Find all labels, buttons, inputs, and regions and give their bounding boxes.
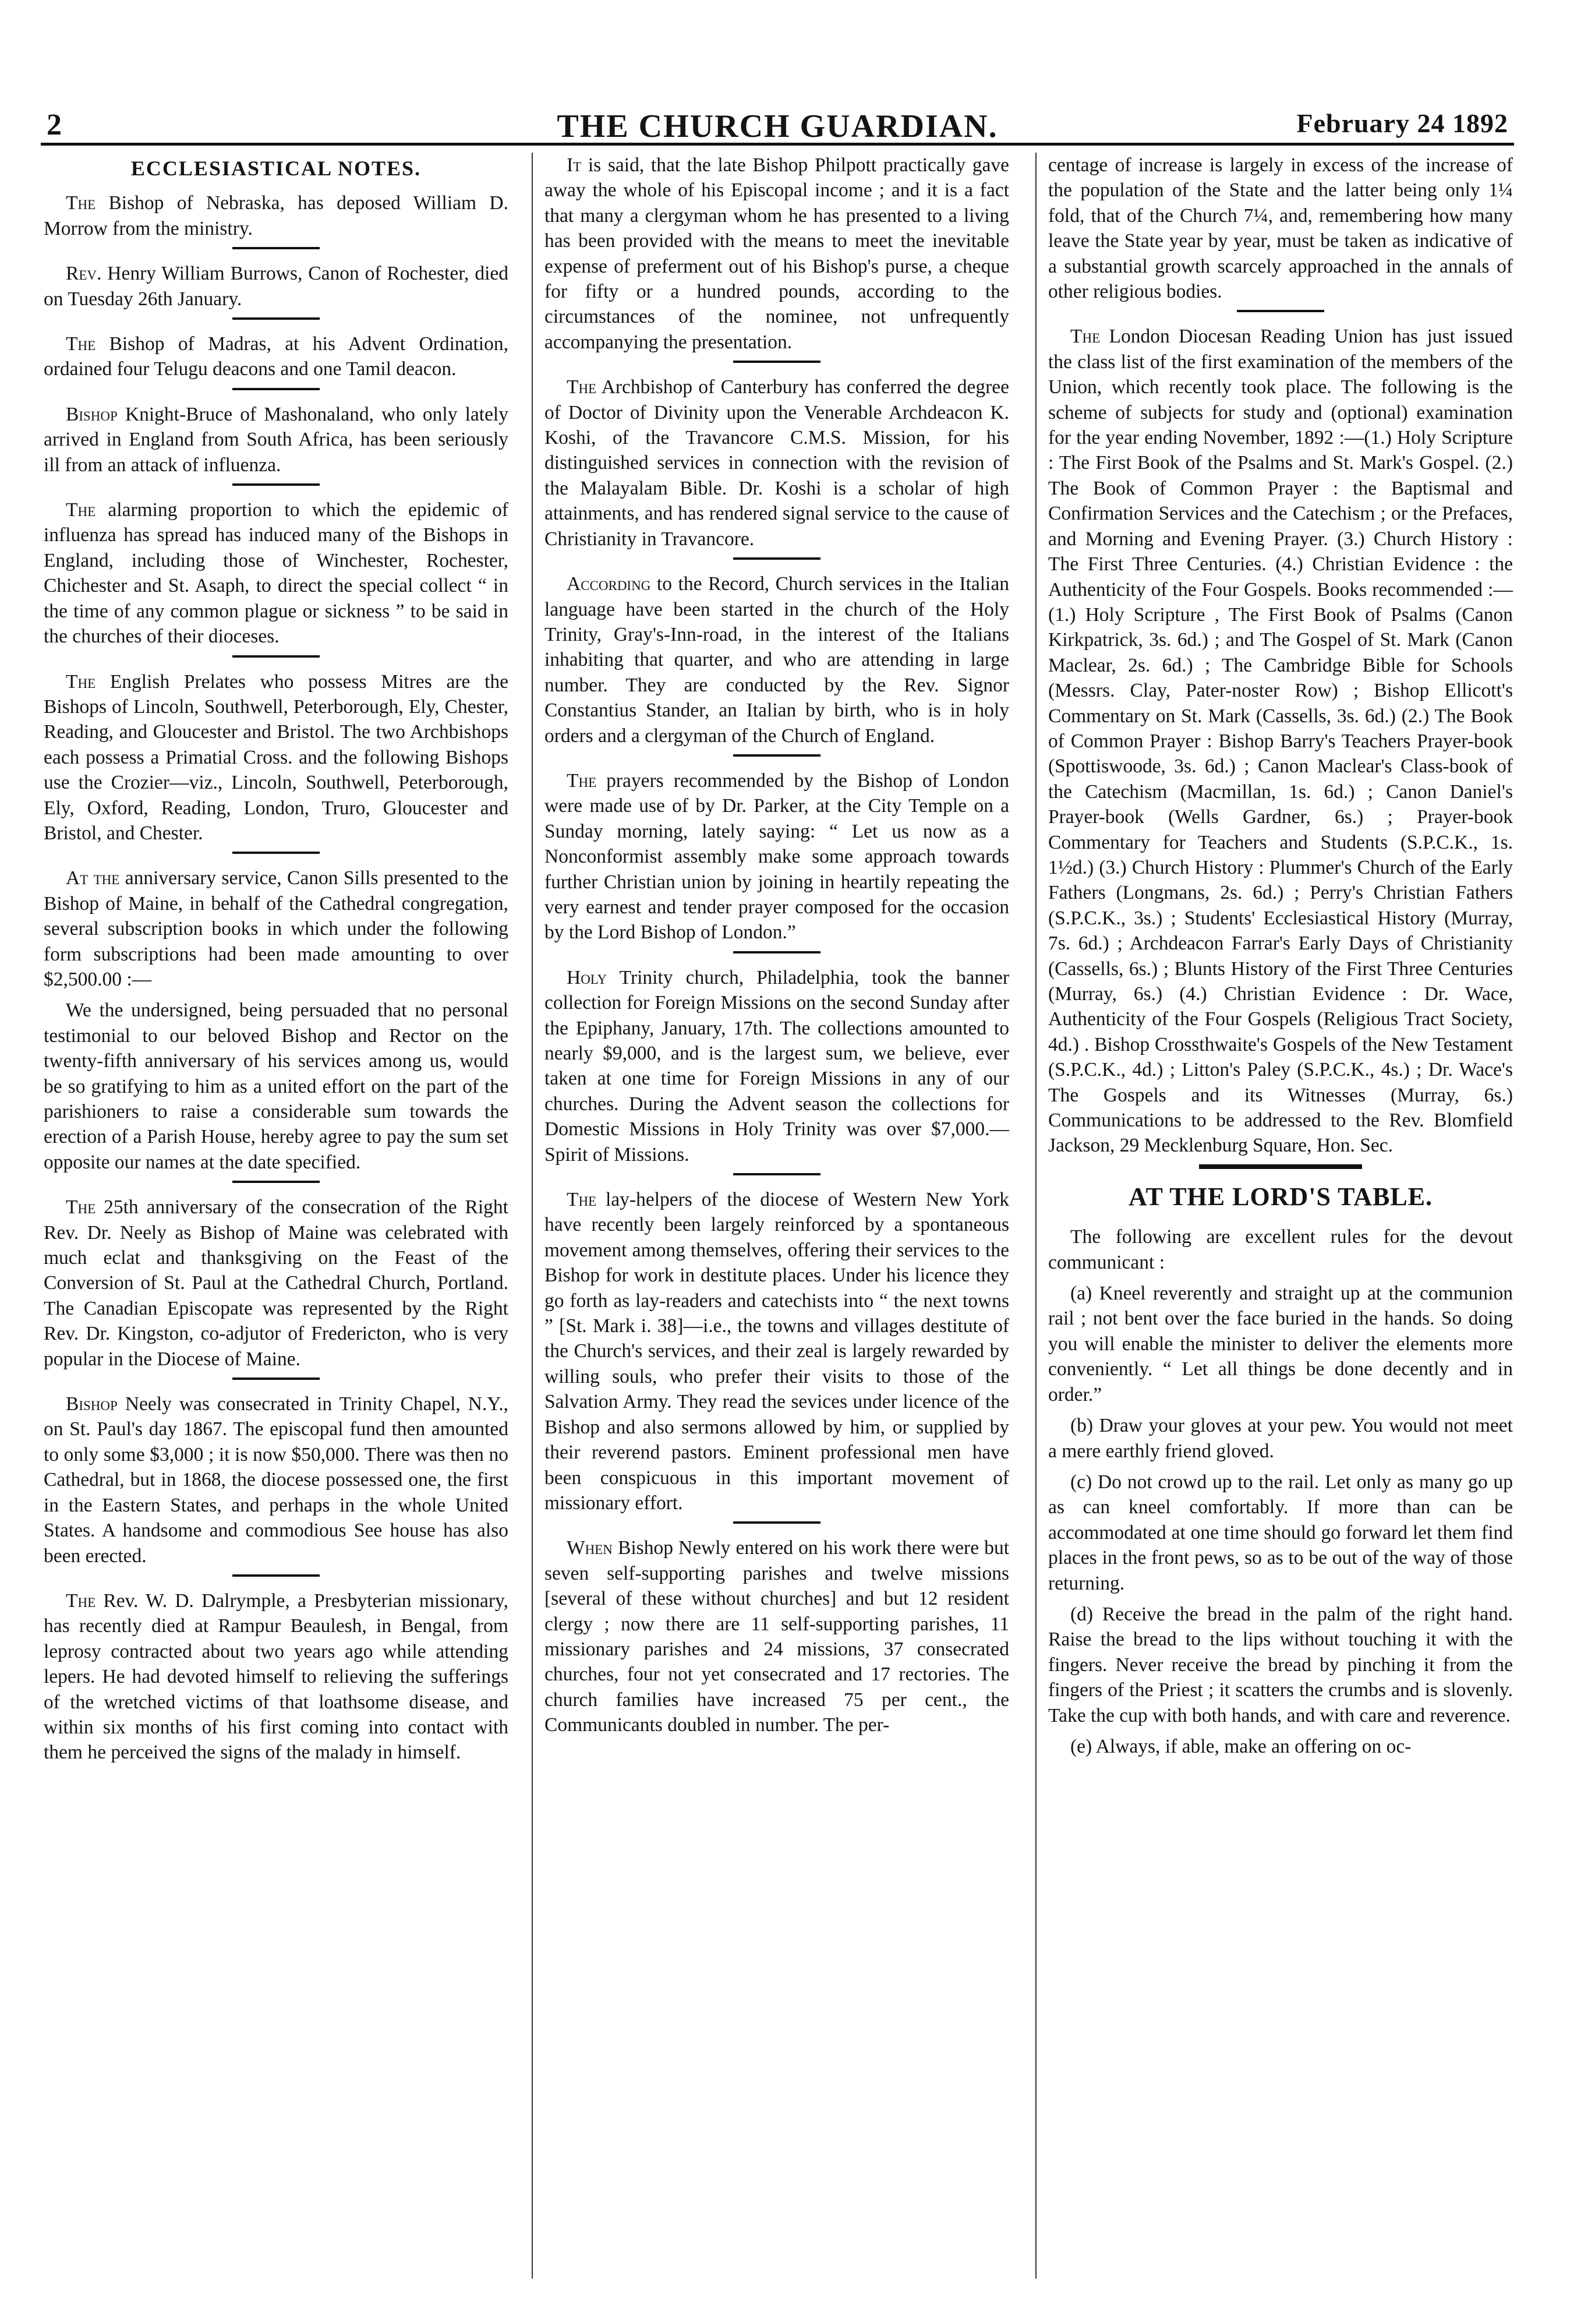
news-paragraph (1048, 1470, 1513, 1596)
item-separator (232, 388, 320, 390)
news-paragraph (44, 190, 508, 241)
paragraph-text: (c) Do not crowd up to the rail. Let only as many go up as can kneel comfortably. If more than can be accommodated at one time should go forward let them find places in the front pews, so as to be out of the way of those returning. (1048, 1471, 1513, 1594)
paragraph-text: is said, that the late Bishop Philpott practically gave away the whole of his Episcopal income ; and it is a fact that many a clergyman whom he has presented to a living has been provided with the means to meet the inevitable expense of preferment out of his Bishop's purse, a cheque for fifty or a hundred pounds, according to the circumstances of the nominee, not unfrequently accompanying the presentation. (544, 154, 1009, 353)
news-paragraph (544, 1535, 1009, 1737)
paragraph-lead: The (567, 376, 597, 398)
paragraph-lead: The (567, 769, 597, 792)
news-paragraph (44, 1588, 508, 1765)
news-paragraph (544, 965, 1009, 1167)
item-separator (232, 1181, 320, 1183)
paragraph-lead: The (66, 499, 96, 521)
paragraph-text: (d) Receive the bread in the palm of the right hand. Raise the bread to the lips without touching it with the fingers. Never receive the bread by pinching it from the fingers of the Priest ; it scatters the crumbs and is slovenly. Take the cup with both hands, and with care and reverence. (1048, 1603, 1513, 1726)
item-separator (733, 557, 820, 560)
paragraph-text: Henry William Burrows, Canon of Rochester, died on Tuesday 26th January. (44, 263, 508, 310)
paragraph-text: Bishop Newly entered on his work there were but seven self-supporting parishes and twelve missions [several of these without churches] and but 12 resident clergy ; now there are 11 self-supporting parishes, 11 missionary parishes and 24 missions, 37 consecrated churches, four not yet consecrated and 17 rectories. The church families have increased 75 per cent., the Communicants doubled in number. The per- (544, 1537, 1009, 1736)
item-separator (232, 1378, 320, 1380)
paragraph-text: (e) Always, if able, make an offering on oc- (1070, 1735, 1412, 1757)
news-paragraph (44, 998, 508, 1175)
masthead (41, 108, 1514, 146)
page-number: 2 (47, 108, 62, 142)
paragraph-lead: According (567, 573, 651, 595)
item-separator (733, 754, 820, 757)
news-paragraph (1048, 153, 1513, 304)
news-paragraph (1048, 324, 1513, 1158)
item-separator (1237, 310, 1324, 312)
paragraph-text: Bishop of Nebraska, has deposed William D. Morrow from the ministry. (44, 192, 508, 239)
news-paragraph (44, 497, 508, 649)
paragraph-text: Bishop of Madras, at his Advent Ordination, ordained four Telugu deacons and one Tamil deacon. (44, 333, 508, 380)
news-paragraph (44, 402, 508, 478)
news-paragraph (44, 866, 508, 992)
paragraph-lead: The (66, 333, 96, 355)
news-paragraph (44, 1195, 508, 1372)
paragraph-text: 25th anniversary of the consecration of the Right Rev. Dr. Neely as Bishop of Maine was celebrated with much eclat and thanksgiving on the Feast of the Conversion of St. Paul at the Cathedral Church, Portland. The Canadian Episcopate was represented by the Right Rev. Dr. Kingston, co-adjutor of Fredericton, who is very popular in the Diocese of Maine. (44, 1196, 508, 1370)
paragraph-text: The following are excellent rules for the devout communicant : (1048, 1226, 1513, 1273)
paragraph-text: Trinity church, Philadelphia, took the banner collection for Foreign Missions on the second Sunday after the Epiphany, January, 17th. The collections amounted to nearly $9,000, and is the largest sum, we believe, ever taken at one time for Foreign Missions in any of our churches. During the Advent season the collections for Domestic Missions in Holy Trinity was over $7,000.—Spirit of Missions. (544, 966, 1009, 1165)
news-paragraph (1048, 1413, 1513, 1464)
paragraph-text: lay-helpers of the diocese of Western New York have recently been largely reinforced by a spontaneous movement among themselves, offering their services to the Bishop for work in destitute places. Under his licence they go forth as lay-readers and catechists into “ the next towns ” [St. Mark i. 38]—i.e., the towns and villages destitute of the Church's services, and their zeal is largely rewarded by willing souls, who prefer their visits to those of the Salvation Army. They read the sevices under licence of the Bishop and also sermons allowed by him, or supplied by their reverend pastors. Eminent professional men have been conspicuous in this important movement of missionary effort. (544, 1189, 1009, 1514)
paragraph-text: anniversary service, Canon Sills presented to the Bishop of Maine, in behalf of the Cathedral congregation, several subscription books in which under the following form subscriptions had been made amounting to over $2,500.00 :— (44, 867, 509, 990)
paragraph-lead: The (567, 1189, 597, 1211)
news-paragraph (544, 375, 1009, 552)
paragraph-lead: The (66, 670, 96, 693)
news-paragraph (44, 331, 508, 382)
news-paragraph (44, 1391, 508, 1569)
column-rule-2 (1035, 153, 1037, 2279)
paragraph-text: London Diocesan Reading Union has just issued the class list of the first examination of the members of the Union, which recently took place. The following is the scheme of subjects for study and (optional) examination for the year ending November, 1892 :—(1.) Holy Scripture : The First Book of the Psalms and St. Mark's Gospel. (2.) The Book of Common Prayer : the Baptismal and Confirmation Services and the Catechism ; or the Prefaces, and Morning and Evening Prayer. (3.) Church History : The First Three Centuries. (4.) Christian Evidence : the Authenticity of the Four Gospels. Books recommended :—(1.) Holy Scripture , The First Book of Psalms (Canon Kirkpatrick, 3s. 6d.) ; and The Gospel of St. Mark (Canon Maclear, 2s. 6d.) ; The Cambridge Bible for Schools (Messrs. Clay, Pater-noster Row) ; Bishop Ellicott's Commentary on St. Mark (Cassells, 3s. 6d.) (2.) The Book of Common Prayer : Bishop Barry's Teachers Prayer-book (Spottiswoode, 3s. 6d.) ; Canon Maclear's Class-book of the Catechism (Macmillan, 1s. 6d.) ; Canon Daniel's Prayer-book (Wells Gardner, 6s.) ; Prayer-book Commentary for Teachers and Students (S.P.C.K., 1s. 1½d.) (3.) Church History : Plummer's Church of the Early Fathers (Longmans, 2s. 6d.) ; Perry's Christian Fathers (S.P.C.K., 3s.) ; Students' Ecclesiastical History (Murray, 7s. 6d.) ; Archdeacon Farrar's Early Days of Christianity (Cassells, 6s.) ; Blunts History of the First Three Centuries (Murray, 6s.) (4.) Christian Evidence : Dr. Wace, Authenticity of the Four Gospels (Religious Tract Society, 4d.) . Bishop Crossthwaite's Gospels of the New Testament (S.P.C.K., 4d.) ; Litton's Paley (S.P.C.K., 4s.) ; Dr. Wace's The Gospels and its Witnesses (Murray, 6s.) Communications to be addressed to the Rev. Blomfield Jackson, 29 Mecklenburg Square, Hon. Sec. (1048, 326, 1513, 1157)
paragraph-text: prayers recommended by the Bishop of London were made use of by Dr. Parker, at the City Temple on a Sunday morning, lately saying: “ Let us now as a Nonconformist assembly make some approach towards further Christian union by joining in heartily repeating the very earnest and tender prayer composed for the occasion by the Lord Bishop of London.” (544, 769, 1009, 944)
item-separator (733, 1173, 820, 1175)
item-separator (733, 1521, 820, 1524)
paragraph-lead: When (567, 1537, 613, 1559)
paragraph-text: Neely was consecrated in Trinity Chapel, N.Y., on St. Paul's day 1867. The episcopal fund then amounted to only some $3,000 ; it is now $50,000. There was then no Cathedral, but in 1868, the diocese possessed one, the first in the Eastern States, and perhaps in the whole United States. A handsome and commodious See house has also been erected. (44, 1393, 508, 1567)
paragraph-lead: Holy (567, 966, 607, 988)
news-paragraph (44, 261, 508, 312)
paragraph-lead: The (66, 1590, 96, 1612)
item-separator (232, 852, 320, 854)
paragraph-lead: Bishop (66, 403, 118, 425)
paragraph-text: alarming proportion to which the epidemic of influenza has spread has induced many of the Bishops in England, including those of Winchester, Rochester, Chichester and St. Asaph, to direct the special collect “ in the time of any common plague or sickness ” to be said in the churches of their dioceses. (44, 499, 508, 648)
item-separator (232, 317, 320, 320)
news-paragraph (544, 768, 1009, 945)
paragraph-lead: The (66, 1196, 96, 1218)
paragraph-lead: It (567, 154, 582, 176)
news-paragraph (1048, 1602, 1513, 1728)
item-separator (232, 483, 320, 486)
news-paragraph (544, 1187, 1009, 1516)
paragraph-text: Archbishop of Canterbury has conferred the degree of Doctor of Divinity upon the Venerable Archdeacon K. Koshi, of the Travancore C.M.S. Mission, for his distinguished services in connection with the revision of the Malayalam Bible. Dr. Koshi is a scholar of high attainments, and has rendered signal service to the cause of Christianity in Travancore. (544, 376, 1009, 550)
paragraph-lead: Rev. (66, 263, 102, 285)
news-paragraph (1048, 1224, 1513, 1275)
item-separator (232, 1574, 320, 1577)
item-separator (733, 361, 820, 363)
paragraph-text: centage of increase is largely in excess of the increase of the population of the State and the latter being only 1¼ fold, that of the Church 7¼, and, remembering how many leave the State year by year, must be taken as indicative of a substantial growth scarcely approached in the annals of other religious bodies. (1048, 154, 1513, 303)
paragraph-text: (b) Draw your gloves at your pew. You would not meet a mere earthly friend gloved. (1048, 1415, 1513, 1462)
issue-date: February 24 1892 (1296, 108, 1508, 138)
paragraph-lead: The (1070, 326, 1101, 348)
paragraph-lead: At the (66, 867, 120, 889)
paragraph-lead: The (66, 192, 96, 214)
news-paragraph (44, 669, 508, 846)
newspaper-title: THE CHURCH GUARDIAN. (557, 108, 998, 144)
news-paragraph (1048, 1734, 1513, 1759)
paragraph-lead: Bishop (66, 1393, 118, 1415)
item-separator (232, 247, 320, 249)
column-3 (1048, 153, 1513, 1765)
news-paragraph (1048, 1281, 1513, 1407)
paragraph-text: (a) Kneel reverently and straight up at the communion rail ; not bent over the face buried in the hands. So doing you will enable the minister to deliver the elements more conveniently. “ Let all things be done decently and in order.” (1048, 1283, 1513, 1405)
paragraph-text: to the Record, Church services in the Italian language have been started in the church of the Holy Trinity, Gray's-Inn-road, in the interest of the Italians inhabiting that quarter, and who are attending in large number. They are conducted by the Rev. Signor Constantius Stander, an Italian by birth, who is in holy orders and a clergyman of the Church of England. (544, 573, 1009, 747)
news-paragraph (544, 153, 1009, 355)
column-2 (544, 153, 1009, 1744)
paragraph-text: Knight-Bruce of Mashonaland, who only lately arrived in England from South Africa, has been seriously ill from an attack of influenza. (44, 403, 508, 476)
news-paragraph (544, 571, 1009, 748)
column-rule-1 (532, 153, 533, 2279)
column-1 (44, 153, 508, 1771)
paragraph-text: English Prelates who possess Mitres are the Bishops of Lincoln, Southwell, Peterborough, Ely, Chester, Reading, and Gloucester and Bristol. The two Archbishops each possess a Primatial Cross. and the following Bishops use the Crozier—viz., Lincoln, Southwell, Peterborough, Ely, Oxford, Reading, London, Truro, Gloucester and Bristol, and Chester. (44, 670, 508, 844)
item-separator (232, 655, 320, 658)
article-heading: AT THE LORD'S TABLE. (1128, 1182, 1433, 1211)
paragraph-text: Rev. W. D. Dalrymple, a Presbyterian missionary, has recently died at Rampur Beaulesh, in Bengal, from leprosy contracted about two years ago while attending lepers. He had devoted himself to relieving the sufferings of the wretched victims of that loathsome disease, and within six months of his first coming into contact with them he perceived the signs of the malady in himself. (44, 1590, 508, 1764)
item-separator (733, 951, 820, 953)
paragraph-text: We the undersigned, being persuaded that no personal testimonial to our beloved Bishop and Rector on the twenty-fifth anniversary of his services among us, would be so gratifying to him as a united effort on the part of the parishioners to raise a considerable sum towards the erection of a Parish House, hereby agree to pay the sum set opposite our names at the date specified. (44, 999, 508, 1173)
section-heading: ECCLESIASTICAL NOTES. (130, 157, 422, 180)
section-divider (1199, 1164, 1362, 1169)
